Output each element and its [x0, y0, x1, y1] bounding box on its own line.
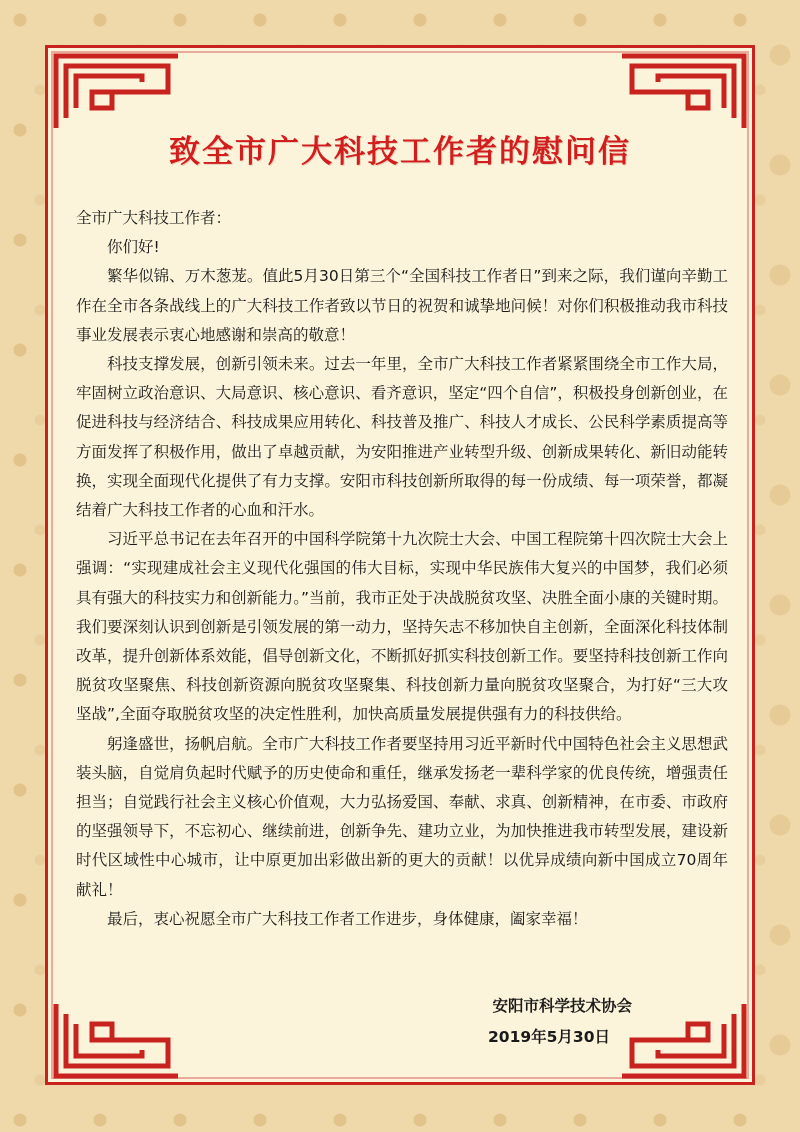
body-paragraph: 习近平总书记在去年召开的中国科学院第十九次院士大会、中国工程院第十四次院士大会上强调：“实现建成社会主义现代化强国的伟大目标，实现中华民族伟大复兴的中国梦，我们必须具有强大的科技实力和创新能力。”当前，我市正处于决战脱贫攻坚、决胜全面小康的关键时期。我们要深刻认识到创新是引领发展的第一动力，坚持矢志不移加快自主创新，全面深化科技体制改革，提升创新体系效能，倡导创新文化，不断抓好抓实科技创新工作。要坚持科技创新工作向脱贫攻坚聚焦、科技创新资源向脱贫攻坚聚集、科技创新力量向脱贫攻坚聚合，为打好“三大攻坚战”,全面夺取脱贫攻坚的决定性胜利，加快高质量发展提供强有力的科技供给。	[76, 530, 728, 724]
letter-title: 致全市广大科技工作者的慰问信	[169, 134, 631, 170]
signature-date: 2019年5月30日	[488, 1028, 610, 1046]
salutation: 全市广大科技工作者：	[76, 209, 232, 227]
body-paragraph: 科技支撑发展，创新引领未来。过去一年里，全市广大科技工作者紧紧围绕全市工作大局，牢固树立政治意识、大局意识、核心意识、看齐意识，坚定“四个自信”，积极投身创新创业，在促进科技与经济结合、科技成果应用转化、科技普及推广、科技人才成长、公民科学素质提高等方面发挥了积极作用，做出了卓越贡献，为安阳推进产业转型升级、创新成果转化、新旧动能转换，实现全面现代化提供了有力支撑。安阳市科技创新所取得的每一份成绩、每一项荣誉，都凝结着广大科技工作者的心血和汗水。	[76, 355, 728, 520]
letter-body	[76, 204, 728, 934]
fret-corner-ornament	[52, 52, 182, 132]
closing-paragraph: 最后，衷心祝愿全市广大科技工作者工作进步，身体健康，阖家幸福！	[107, 909, 588, 928]
body-paragraph: 躬逢盛世，扬帆启航。全市广大科技工作者要坚持用习近平新时代中国特色社会主义思想武装头脑，自觉肩负起时代赋予的历史使命和重任，继承发扬老一辈科学家的优良传统，增强责任担当；自觉践行社会主义核心价值观，大力弘扬爱国、奉献、求真、创新精神，在市委、市政府的坚强领导下，不忘初心、继续前进，创新争先、建功立业，为加快推进我市转型发展，建设新时代区域性中心城市，让中原更加出彩做出新的更大的贡献！以优异成绩向新中国成立70周年献礼！	[76, 734, 728, 899]
greeting-paragraph: 你们好!	[107, 238, 160, 257]
signature-organization: 安阳市科学技术协会	[492, 997, 632, 1015]
fret-corner-ornament	[52, 1000, 182, 1080]
body-paragraph: 繁华似锦、万木葱茏。值此5月30日第三个“全国科技工作者日”到来之际，我们谨向辛勤工作在全市各条战线上的广大科技工作者致以节日的祝贺和诚挚地问候！对你们积极推动我市科技事业发展表示衷心地感谢和崇高的敬意！	[76, 267, 728, 344]
fret-corner-ornament	[618, 1000, 748, 1080]
fret-corner-ornament	[618, 52, 748, 132]
